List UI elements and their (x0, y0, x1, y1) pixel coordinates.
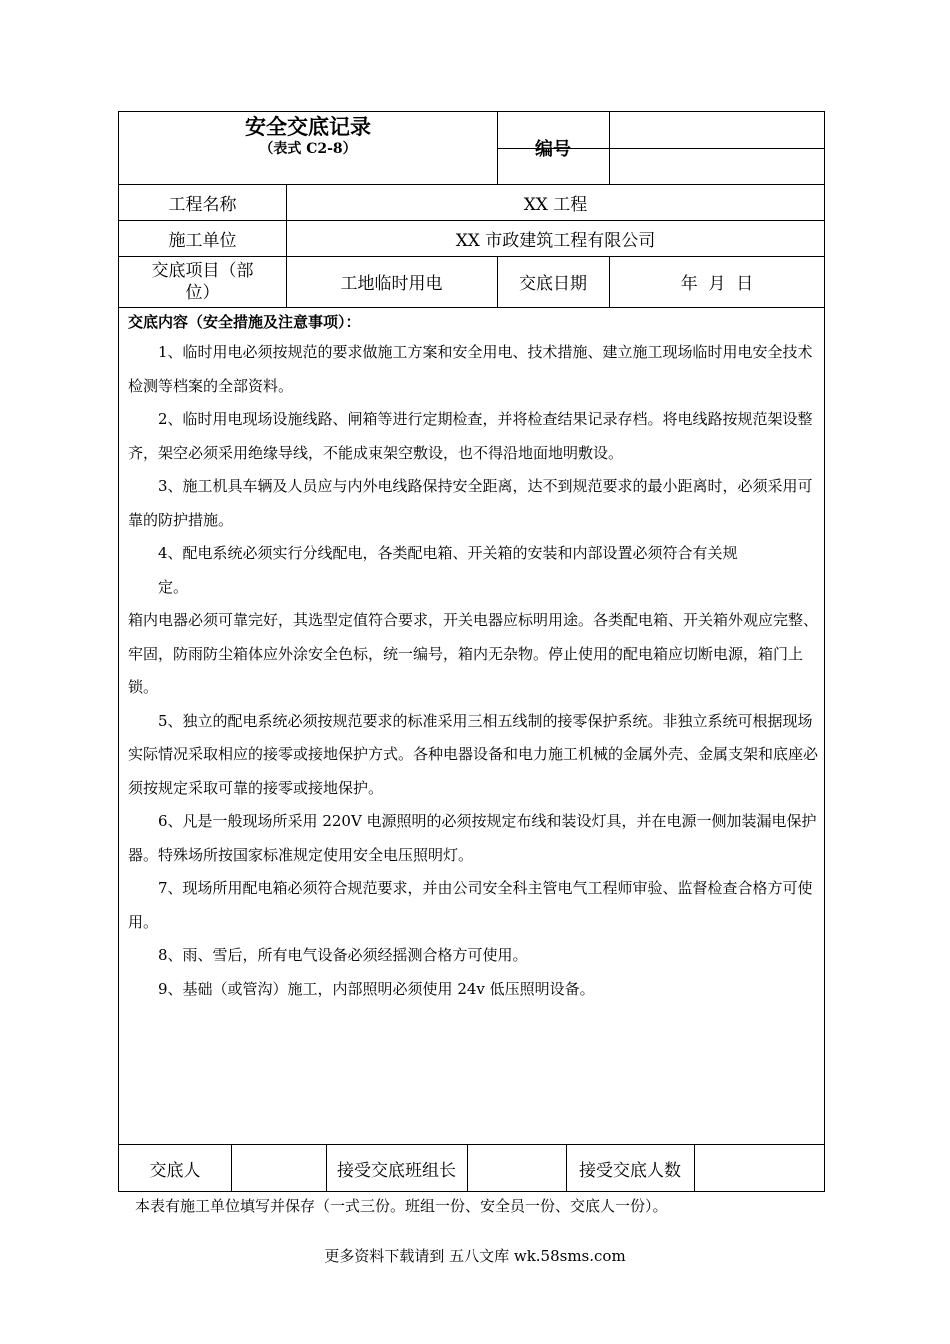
number-value-1[interactable] (609, 112, 825, 148)
content-paragraph-4-detail: 箱内电器必须可靠完好，其选型定值符合要求，开关电器应标明用途。各类配电箱、开关箱外观应完整、牢固，防雨防尘箱体应外涂安全色标，统一编号，箱内无杂物。停止使用的配电箱应切断电源，箱门上锁。 (128, 611, 819, 696)
construction-unit-label: 施工单位 (168, 230, 237, 251)
safety-disclosure-form (118, 111, 825, 1192)
construction-unit-value: XX 市政建筑工程有限公司 (455, 230, 656, 251)
form-subtitle: （表式 C2-8） (259, 141, 357, 157)
project-name-value: XX 工程 (523, 194, 588, 215)
form-title: 安全交底记录 (245, 114, 371, 139)
recipient-count-label: 接受交底人数 (579, 1160, 681, 1181)
number-label: 编号 (535, 139, 571, 160)
content-paragraph-9: 9、基础（或管沟）施工，内部照明必须使用 24v 低压照明设备。 (158, 979, 595, 998)
number-value-2[interactable] (609, 148, 825, 184)
content-paragraph-3: 3、施工机具车辆及人员应与内外电线路保持安全距离，达不到规范要求的最小距离时，必须采用可靠的防护措施。 (128, 477, 813, 529)
team-leader-value[interactable] (467, 1144, 566, 1192)
recipient-count-value[interactable] (694, 1144, 825, 1192)
disclosure-item-value: 工地临时用电 (340, 274, 443, 294)
content-heading: 交底内容（安全措施及注意事项）： (128, 313, 361, 331)
content-paragraph-4: 4、配电系统必须实行分线配电，各类配电箱、开关箱的安装和内部设置必须符合有关规 (158, 544, 738, 562)
content-top-line (119, 307, 825, 308)
form-note: 本表有施工单位填写并保存（一式三份。班组一份、安全员一份、交底人一份）。 (135, 1197, 668, 1215)
content-paragraph-7: 7、现场所用配电箱必须符合规范要求，并由公司安全科主管电气工程师审验、监督检查合格方可使用。 (128, 879, 813, 931)
content-paragraph-2: 2、临时用电现场设施线路、闸箱等进行定期检查，并将检查结果记录存档。将电线路按规范架设整齐，架空必须采用绝缘导线，不能成束架空敷设，也不得沿地面地明敷设。 (128, 410, 813, 462)
disclosure-date-value[interactable]: 年 月 日 (680, 274, 754, 294)
content-paragraph-6: 6、凡是一般现场所采用 220V 电源照明的必须按规定布线和装设灯具，并在电源一侧加装漏电保护器。特殊场所按国家标准规定使用安全电压照明灯。 (128, 812, 817, 864)
content-paragraph-1: 1、临时用电必须按规范的要求做施工方案和安全用电、技术措施、建立施工现场临时用电安全技术检测等档案的全部资料。 (128, 343, 813, 395)
disclosure-date-label: 交底日期 (519, 274, 587, 294)
team-leader-label: 接受交底班组长 (337, 1160, 456, 1181)
disclosure-content (128, 312, 818, 1006)
disclosure-item-label: 交底项目（部位） (151, 260, 254, 303)
project-name-label: 工程名称 (168, 194, 237, 215)
discloser-value[interactable] (231, 1144, 326, 1192)
content-paragraph-4-end: 定。 (158, 577, 189, 596)
form-title-cell (119, 112, 497, 184)
content-paragraph-8: 8、雨、雪后，所有电气设备必须经摇测合格方可使用。 (158, 946, 528, 964)
discloser-label: 交底人 (149, 1160, 201, 1181)
content-paragraph-5: 5、独立的配电系统必须按规范要求的标准采用三相五线制的接零保护系统。非独立系统可根据现场实际情况采取相应的接零或接地保护方式。各种电器设备和电力施工机械的金属外壳、金属支架和底座必须按规定采取可靠的接零或接地保护。 (128, 711, 819, 797)
download-footer: 更多资料下载请到 五八文库 wk.58sms.com (324, 1247, 626, 1265)
